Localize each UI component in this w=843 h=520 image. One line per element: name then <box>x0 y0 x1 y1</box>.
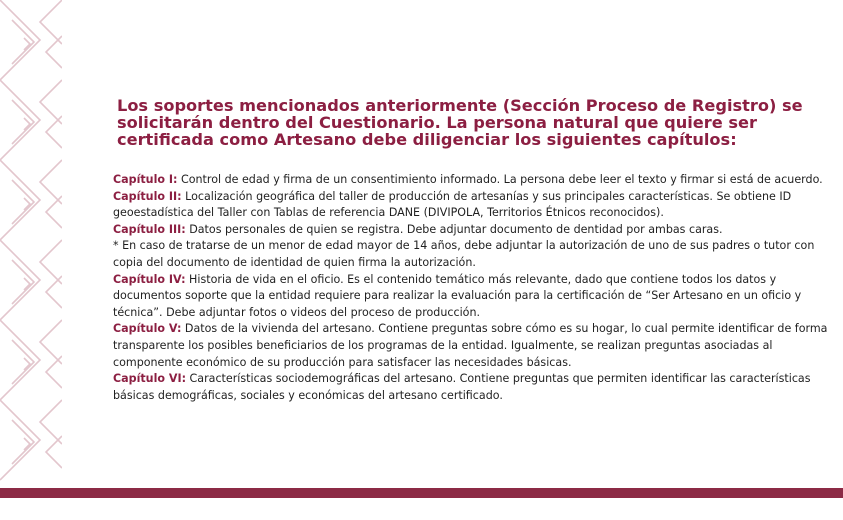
chapter-text: Historia de vida en el oficio. Es el contenido temático más relevante, dado que contiene todos los datos y documentos soporte que la entidad requiere para realizar la evaluación para la certificación de “Ser Artesano en un oficio y técnica”. Debe adjuntar fotos o videos del proceso de producción. <box>113 272 802 319</box>
footer-bar <box>0 488 843 498</box>
chapter-label: Capítulo I: <box>113 173 178 186</box>
chapter-text: Características sociodemográficas del artesano. Contiene preguntas que permiten identificar las características básicas demográficas, sociales y económicas del artesano certificado. <box>113 372 811 402</box>
chapter-5 <box>113 321 833 371</box>
chapter-1 <box>113 172 833 189</box>
chapter-label: Capítulo VI: <box>113 372 187 386</box>
chapters-list <box>113 172 833 404</box>
chapter-text: Datos personales de quien se registra. Debe adjuntar documento de dentidad por ambas caras. <box>185 222 723 236</box>
section-heading: Los soportes mencionados anteriormente (Sección Proceso de Registro) se solicitarán dentro del Cuestionario. La persona natural que quiere ser certificada como Artesano debe diligenciar los siguientes capítulos: <box>117 96 803 149</box>
pattern-unit <box>0 160 62 240</box>
chapter-3 <box>113 222 833 239</box>
chapter-4 <box>113 272 833 322</box>
chapter-label: Capítulo III: <box>113 222 186 236</box>
pattern-unit <box>0 240 62 320</box>
chapter-6 <box>113 371 833 404</box>
chapter-label: Capítulo IV: <box>113 272 186 286</box>
pattern-unit <box>0 320 62 400</box>
chapter-label: Capítulo II: <box>113 189 182 203</box>
decorative-pattern <box>0 0 62 488</box>
chapter-text: Localización geográfica del taller de producción de artesanías y sus principales características. Se obtiene ID geoestadística del Taller con Tablas de referencia DANE (DIVIPOLA, Territorios Étnicos reconocidos). <box>113 189 792 220</box>
minor-note: * En caso de tratarse de un menor de edad mayor de 14 años, debe adjuntar la autorización de uno de sus padres o tutor con copia del documento de identidad de quien firma la autorización. <box>113 239 815 269</box>
pattern-unit <box>0 80 62 160</box>
pattern-unit <box>0 0 62 80</box>
chapter-label: Capítulo V: <box>113 322 182 336</box>
chapter-text: Control de edad y firma de un consentimiento informado. La persona debe leer el texto y firmar si está de acuerdo. <box>177 173 823 186</box>
pattern-unit <box>0 400 62 480</box>
chapter-2 <box>113 189 833 222</box>
chapter-text: Datos de la vivienda del artesano. Contiene preguntas sobre cómo es su hogar, lo cual permite identificar de forma transparente los posibles beneficiarios de los programas de la entidad. Igualmente, se realizan preguntas asociadas al componente económico de su producción para satisfacer las necesidades básicas. <box>113 322 828 369</box>
